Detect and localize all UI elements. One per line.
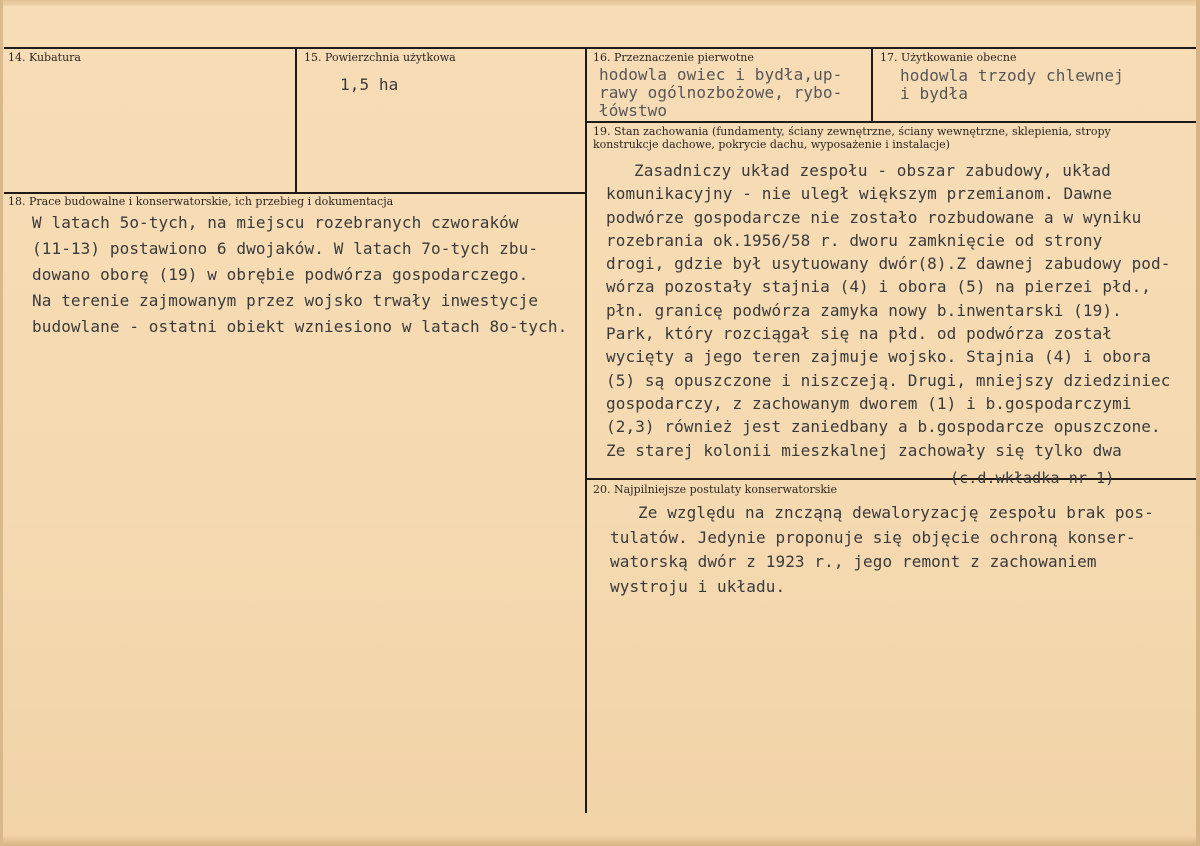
field-20-line: wystroju i układu. [610,576,786,596]
field-16-label: 16. Przeznaczenie pierwotne [593,51,754,64]
field-18-line: W latach 5o-tych, na miejscu rozebranych czworaków [32,213,519,232]
field-19-label: 19. Stan zachowania (fundamenty, ściany zewnętrzne, ściany wewnętrzne, sklepienia, stropy konstrukcje dachowe, pokrycie dachu, wyposażenie i instalacje) [593,125,1111,151]
field-19-line: Zasadniczy układ zespołu - obszar zabudowy, układ [634,161,1111,180]
card-top-edge [0,0,1200,6]
card-right-edge [1196,0,1200,846]
field-17-line: hodowla trzody chlewnej [900,66,1124,85]
card-left-edge [0,0,3,846]
field-19-line: (2,3) również jest zaniedbany a b.gospodarcze opuszczone. [606,417,1161,437]
field-19-line: (5) są opuszczone i niszczeją. Drugi, mniejszy dziedziniec [606,370,1171,390]
field-20-line: watorską dwór z 1923 r., jego remont z zachowaniem [610,552,1097,571]
field-19-line: drogi, gdzie był usytuowany dwór(8).Z dawnej zabudowy pod- [606,254,1171,274]
field-18-line: (11-13) postawiono 6 dwojaków. W latach 7o-tych zbu- [32,239,539,258]
field-19-line: komunikacyjny - nie uległ większym przemianom. Dawne [606,184,1113,204]
field-17-line: i bydła [900,84,969,103]
field-19-line: wórza pozostały stajnia (4) i obora (5) na pierzei płd., [606,277,1152,297]
field-19-line: płn. granicę podwórza zamyka nowy b.inwentarski (19). [606,300,1122,320]
field-20-label: 20. Najpilniejsze postulaty konserwatorskie [593,483,838,496]
field-20-line: tulatów. Jedynie proponuje się objęcie ochroną konser- [610,527,1136,547]
rule-under-14-15 [4,192,586,194]
card-bottom-edge [0,836,1200,846]
field-19-line: rozebrania ok.1956/58 r. dworu zamknięcie od strony [606,230,1103,250]
field-19-line: Park, który rozciągał się na płd. od podwórza został [606,324,1113,344]
rule-under-16-17 [586,121,1196,123]
divider-16-17 [871,47,873,121]
field-14-label: 14. Kubatura [8,51,81,64]
field-15-value: 1,5 ha [340,75,399,94]
field-16-line: hodowla owiec i bydła,up- [599,65,843,84]
field-16-line: łówstwo [599,101,668,120]
top-rule [4,47,1196,49]
field-18-line: Na terenie zajmowanym przez wojsko trwały inwestycje [32,291,539,310]
field-15-label: 15. Powierzchnia użytkowa [304,51,456,64]
field-20-line: Ze względu na zncząną dewaloryzację zespołu brak pos- [638,503,1154,522]
field-19-line: wycięty a jego teren zajmuje wojsko. Stajnia (4) i obora [606,347,1152,367]
field-19-line: podwórze gospodarcze nie zostało rozbudowane a w wyniku [606,207,1142,227]
divider-14-15 [295,47,297,193]
center-divider [585,47,587,813]
field-18-text [32,210,567,340]
field-18-label: 18. Prace budowalne i konserwatorskie, ich przebieg i dokumentacja [8,195,394,208]
field-16-line: rawy ogólnozbożowe, rybo- [599,83,843,102]
field-18-line: dowano oborę (19) w obrębie podwórza gospodarczego. [32,265,529,284]
field-19-line: gospodarczy, z zachowanym dworem (1) i b.gospodarczymi [606,393,1132,413]
field-19-continuation: (c.d.wkładka nr 1) [950,469,1115,487]
field-19-line: Ze starej kolonii mieszkalnej zachowały się tylko dwa [606,440,1122,460]
field-19-text [606,159,1171,462]
field-16-text [599,66,842,120]
field-20-text [610,501,1154,599]
field-17-label: 17. Użytkowanie obecne [880,51,1017,64]
field-17-text [900,67,1124,103]
field-18-line: budowlane - ostatni obiekt wzniesiono w latach 8o-tych. [32,317,568,336]
